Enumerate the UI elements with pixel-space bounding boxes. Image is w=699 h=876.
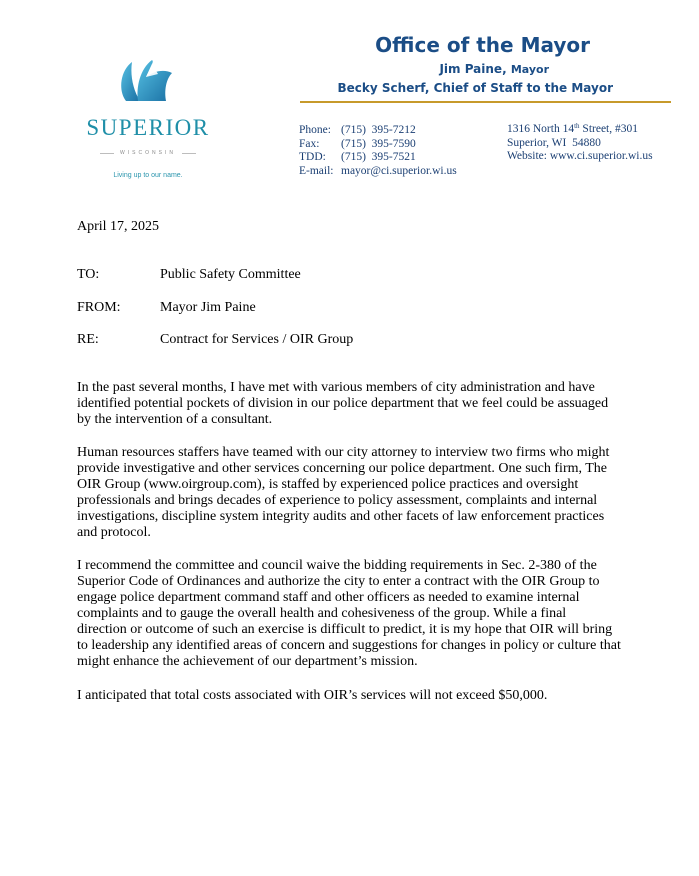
paragraph-line: I anticipated that total costs associated with OIR’s services will not exceed $50,000. <box>77 688 548 703</box>
header-rule <box>300 101 671 103</box>
contact-block <box>299 124 457 178</box>
street-number: 1316 North 14 <box>507 123 575 135</box>
email-label: E-mail: <box>299 164 334 177</box>
mayor-title: Mayor <box>510 63 549 76</box>
mayor-line <box>439 62 549 77</box>
paragraph-line: Superior Code of Ordinances and authorize the city to enter a contract with the OIR Group to <box>77 574 600 589</box>
from-label: FROM: <box>77 300 121 315</box>
fax-number: (715) 395-7590 <box>341 137 416 150</box>
street-rest: Street, #301 <box>579 123 638 135</box>
tdd-number: (715) 395-7521 <box>341 151 416 163</box>
chief-title: Chief of Staff to the Mayor <box>433 81 613 95</box>
paragraph-line: OIR Group (www.oirgroup.com), is staffed by experienced police practices and oversight <box>77 477 579 492</box>
tdd-label: TDD: <box>299 151 326 163</box>
paragraph-line: investigations, discipline system integrity audits and other facets of law enforcement practices <box>77 509 605 524</box>
fax-label: Fax: <box>299 137 320 150</box>
paragraph-line: I recommend the committee and council waive the bidding requirements in Sec. 2-380 of the <box>77 558 597 573</box>
paragraph-line: In the past several months, I have met with various members of city administration and have <box>77 380 595 395</box>
body-paragraph-2 <box>77 445 637 541</box>
logo-tagline: Living up to our name. <box>113 172 183 179</box>
street-address <box>507 120 653 137</box>
paragraph-line: by the intervention of a consultant. <box>77 412 273 427</box>
body-paragraph-4 <box>77 688 637 704</box>
paragraph-line: might enhance the achievement of our department’s mission. <box>77 654 418 669</box>
body-paragraph-1 <box>77 380 637 428</box>
to-value: Public Safety Committee <box>160 267 301 282</box>
paragraph-line: Human resources staffers have teamed with our city attorney to interview two firms who might <box>77 445 610 460</box>
chief-of-staff-line <box>338 81 613 95</box>
paragraph-line: identified potential pockets of division in our police department that we feel could be assuaged <box>77 396 609 411</box>
letter-date: April 17, 2025 <box>77 219 160 234</box>
body-paragraph-3 <box>77 558 637 670</box>
city-line: Superior, WI 54880 <box>507 136 601 149</box>
sail-logo-icon <box>116 57 174 103</box>
from-value: Mayor Jim Paine <box>160 300 256 315</box>
paragraph-line: provide investigative and other services concerning our police department. One such firm, The <box>77 461 608 476</box>
address-block <box>507 120 653 164</box>
office-title: Office of the Mayor <box>375 33 590 57</box>
to-label: TO: <box>77 267 100 282</box>
phone-label: Phone: <box>299 124 331 136</box>
mayor-name: Jim Paine, <box>439 62 507 76</box>
website-link[interactable]: Website: www.ci.superior.wi.us <box>507 150 653 162</box>
re-value: Contract for Services / OIR Group <box>160 332 354 347</box>
email-link[interactable]: mayor@ci.superior.wi.us <box>341 164 457 177</box>
paragraph-line: to leadership any identified areas of concern and suggestions for changes in policy or culture that <box>77 638 621 653</box>
re-label: RE: <box>77 332 99 347</box>
paragraph-line: and protocol. <box>77 525 151 540</box>
chief-name: Becky Scherf, <box>337 81 430 95</box>
paragraph-line: direction or outcome of such an exercise is difficult to predict, it is my hope that OIR will bring <box>77 622 613 637</box>
paragraph-line: professionals and brings decades of experience to policy assessment, complaints and internal <box>77 493 598 508</box>
phone-number: (715) 395-7212 <box>341 124 416 136</box>
logo-wordmark: SUPERIOR <box>86 115 210 140</box>
paragraph-line: engage police department command staff and other officers as needed to examine internal <box>77 590 580 605</box>
logo-divider-right <box>182 153 196 154</box>
logo-state: WISCONSIN <box>120 150 176 156</box>
paragraph-line: complaints and to gauge the overall health and cohesiveness of the group. While a final <box>77 606 567 621</box>
street-ordinal: th <box>574 122 580 130</box>
